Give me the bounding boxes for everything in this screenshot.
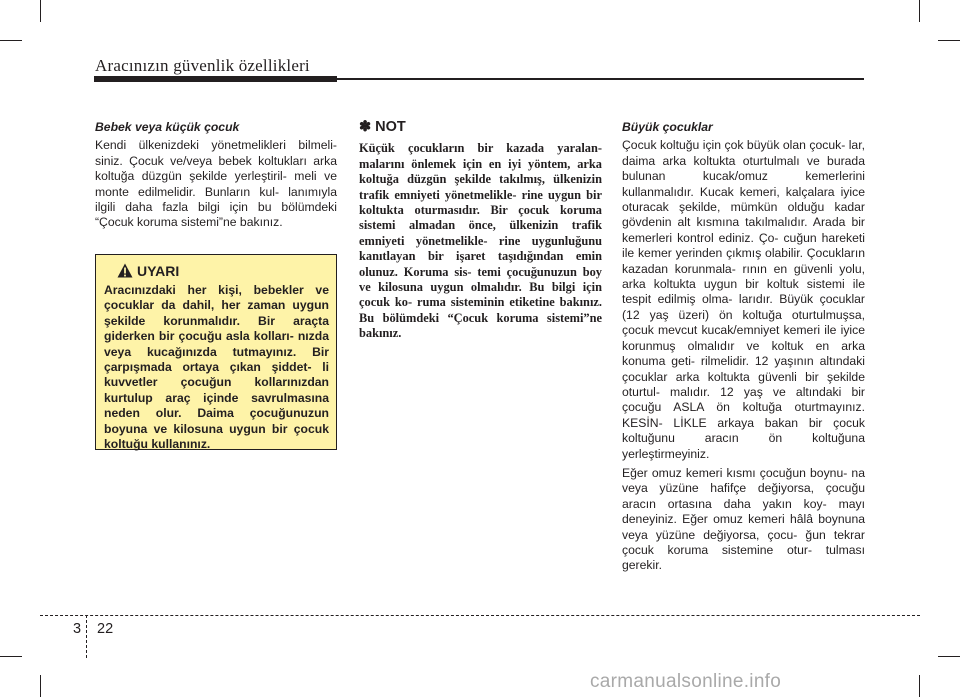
subhead-infant: Bebek veya küçük çocuk [95,120,240,134]
warning-triangle-icon [117,263,133,278]
footer-separator [86,615,87,658]
crop-mark [938,656,960,657]
crop-mark [40,0,41,22]
crop-mark [0,40,22,41]
crop-mark [919,0,920,22]
watermark: carmanualsonline.info [590,671,782,692]
section-title: Aracınızın güvenlik özellikleri [95,56,310,75]
note-section [359,120,602,342]
warning-box [95,254,337,450]
column-older-children [622,120,865,578]
note-title: ✽ NOT [359,119,406,135]
header-accent-bar [94,76,337,82]
crop-mark [0,656,22,657]
crop-mark [938,40,960,41]
crop-mark [40,675,41,697]
footer-rule [40,615,920,616]
page-number: 22 [97,621,114,637]
paragraph-infant: Kendi ülkenizdeki yönetmelikleri bilmeli- siniz. Çocuk ve/veya bebek koltukları arka koltuğa düzgün şekilde yerleştiril- meli ve monte edilmelidir. Bunların kul- lanımıyla ilgili daha fazla bilgi için bu bölümdeki “Çocuk koruma sistemi”ne bakınız. [95,138,337,230]
paragraph-older-children-2: Eğer omuz kemeri kısmı çocuğun boynu- na veya yüzüne hafifçe değiyorsa, çocuğu aracın ortasına daha yakın koy- mayı deneyiniz. Eğer omuz kemeri hâlâ boynuna veya yüzüne değiyorsa, çocu- ğun tekrar çocuk koruma sistemine otur- tulması gerekir. [622,465,865,573]
crop-mark [919,675,920,697]
paragraph-older-children-1: Çocuk koltuğu için çok büyük olan çocuk- lar, daima arka koltukta oturtulmalı ve burada bulunan kucak/omuz kemerlerini kullanmalıdır. Kucak kemeri, kalçalara iyice oturacak şekilde, mümkün olduğu kadar gövdenin alt kısmına takılmalıdır. Arada bir kemerleri kontrol ediniz. Ço- cuğun hareketi ile kemer yerinden çıkmış olabilir. Çocukların kazadan korunmala- rının en güvenli yolu, arka koltukta uygun bir koltuk sistemi ile tespit edilmiş olma- larıdır. Büyük çocuklar (12 yaş üzeri) ön koltuğa oturtulmuşsa, çocuk mevcut kucak/emniyet kemeri ile iyice korunmuş olmalıdır ve koltuk en arka konuma geti- rilmelidir. 12 yaşının altındaki çocuklar arka koltukta güvenli bir şekilde oturtul- malıdır. 12 yaş ve altındaki bir çocuğu ASLA ön koltuğa oturtmayınız. KESİN- LİKLE arkaya bakan bir çocuk koltuğunu aracın ön koltuğuna yerleştirmeyiniz. [622,138,865,461]
warning-title: UYARI [137,263,180,279]
warning-text: Aracınızdaki her kişi, bebekler ve çocuklar da dahil, her zaman uygun şekilde korunmalıdır. Bir araçta giderken bir çocuğu asla kolları- nızda veya kucağınızda tutmayınız. Bir çarpışmada ortaya çıkan şiddet- li kuvvetler çocuğun kollarınızdan kurtulup araç içinde savrulmasına neden olur. Daima çocuğunuzun boyuna ve kilosuna uygun bir çocuk koltuğu kullanınız. [104,283,329,452]
column-infant [95,120,337,235]
chapter-number: 3 [73,621,82,637]
note-text: Küçük çocukların bir kazada yaralan- malarını önlemek için en iyi yöntem, arka koltuğa düzgün şekilde takılmış, ülkenizin trafik emniyeti yönetmelikle- rine uygun bir koltukta oturmasıdır. Bir çocuk koruma sistemi almadan önce, ülkenizin trafik emniyeti yönetmelikle- rine uygunluğunu kanıtlayan bir işaret taşıdığından emin olunuz. Koruma sis- temi çocuğunuzun boy ve kilosuna uygun olmalıdır. Bu bilgi için çocuk ko- ruma sisteminin etiketine bakınız. Bu bölümdeki “Çocuk koruma sistemi”ne bakınız. [359,141,602,341]
subhead-older-children: Büyük çocuklar [622,120,713,134]
